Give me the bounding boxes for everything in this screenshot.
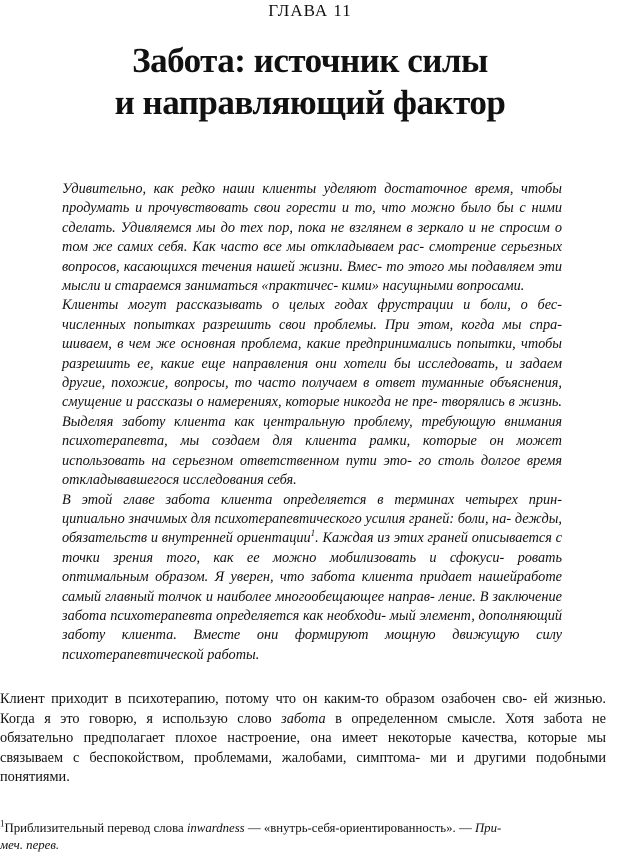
abstract-line: чтобы продумать и прочувствовать свои горести и то, что можно было	[62, 181, 562, 217]
body-paragraph-1	[0, 690, 606, 788]
footnote-text: — «внутрь-себя-ориентированность». —	[244, 821, 475, 835]
body-line: в определенном смысле.	[325, 710, 496, 727]
abstract-line: го столь долгое время откладывавшегося исследования себя.	[62, 452, 562, 489]
body-line: Клиент приходит в психотерапию, потому что он каким-то образом озабочен сво-	[0, 691, 528, 707]
abstract-line: объяснения, смущение и рассказы о намерениях, которые никогда не пре-	[62, 375, 562, 411]
abstract-line: и не спросим о том же самих себя. Как часто все мы откладываем рас-	[62, 219, 562, 256]
footnote	[0, 820, 606, 854]
abstract-paragraph-1	[62, 180, 562, 296]
body-line: Хотя забота не обязательно предполагает плохое настроение, она имеет некоторые	[0, 710, 606, 746]
abstract-line: дежды, обязательств и внутренней ориентации	[62, 510, 562, 547]
footnote-text: Приблизительный перевод слова	[4, 821, 187, 835]
abstract-line: ление. В заключение забота психотерапевта определяется как необходи-	[62, 588, 562, 624]
footnote-marker: 1	[0, 818, 5, 829]
abstract-line: описывается с точки зрения того, как ее можно мобилизовать и сфокуси-	[62, 530, 563, 566]
abstract-line: Клиенты могут рассказывать о целых годах фрустрации и боли, о бес-	[62, 297, 562, 314]
chapter-title-line-1: Забота: источник силы	[132, 41, 488, 80]
abstract-line: ципиально значимых для психотерапевтического усилия граней: боли, на-	[62, 510, 512, 527]
abstract-line: нашейработе самый главный толчок и наиболее многообещающее направ-	[62, 569, 562, 605]
chapter-title	[0, 40, 620, 124]
abstract-paragraph-3	[62, 491, 562, 666]
abstract-line: Удивительно, как редко наши клиенты уделяют достаточное время,	[62, 181, 514, 197]
abstract-line: шиваем, в чем же основная проблема, какие предпринимались попытки,	[62, 336, 516, 353]
abstract-line-tail: . Каждая из этих граней	[315, 530, 468, 547]
body-paragraph	[0, 690, 606, 788]
abstract-line: и задаем другие, похожие, вопросы, то часто получаем в ответ туманные	[62, 355, 562, 392]
footnote-attribution: меч. перев.	[0, 838, 60, 852]
abstract-line: ровать оптимальным образом. Я уверен, что забота клиента придает	[62, 549, 563, 586]
abstract-paragraph-2	[62, 296, 562, 490]
footnote-attribution: При-	[474, 821, 502, 835]
body-line: ей жизнью. Когда я это говорю, я использую слово	[0, 691, 606, 727]
abstract-line: кими» насущными вопросами.	[341, 278, 525, 295]
abstract-line: которые он может использовать на серьезном ответственном пути это-	[62, 433, 562, 469]
abstract-line: чтобы разрешить ее, какие еще направления они хотели бы исследовать,	[62, 336, 562, 372]
body-term: забота	[281, 710, 326, 727]
abstract-line: творялись в жизнь. Выделяя заботу клиента как центральную проблему,	[62, 394, 562, 430]
abstract-line: В этой главе забота клиента определяется в терминах четырех прин-	[62, 491, 562, 508]
abstract-line: то этого мы подавляем эти мысли и стараемся заниматься «практичес-	[62, 258, 562, 295]
body-line: качества, которые мы связываем с беспокойством, проблемами, жалобами, симптома-	[0, 730, 606, 766]
abstract-line: смотрение серьезных вопросов, касающихся течения нашей жизни. Вмес-	[62, 239, 562, 275]
abstract-line: численных попытках разрешить свои проблемы. При этом, когда мы спра-	[62, 316, 562, 333]
abstract-line: мый элемент, дополняющий заботу клиента. Вместе они формируют	[62, 607, 562, 644]
abstract-line: бы с ними сделать. Удивляемся мы до тех пор, пока не взглянем в зеркало	[62, 200, 563, 236]
footnote-term: inwardness	[186, 821, 245, 835]
body-line: ми и другими подобными понятиями.	[0, 749, 606, 785]
footnote-reference[interactable]: 1	[310, 528, 316, 539]
chapter-label: ГЛАВА 11	[268, 1, 352, 20]
chapter-abstract	[62, 180, 562, 665]
abstract-line: мощную движущую силу психотерапевтической работы.	[62, 627, 563, 663]
chapter-title-line-2: и направляющий фактор	[114, 83, 506, 122]
abstract-line: требующую внимания психотерапевта, мы создаем для клиента рамки,	[62, 413, 562, 450]
